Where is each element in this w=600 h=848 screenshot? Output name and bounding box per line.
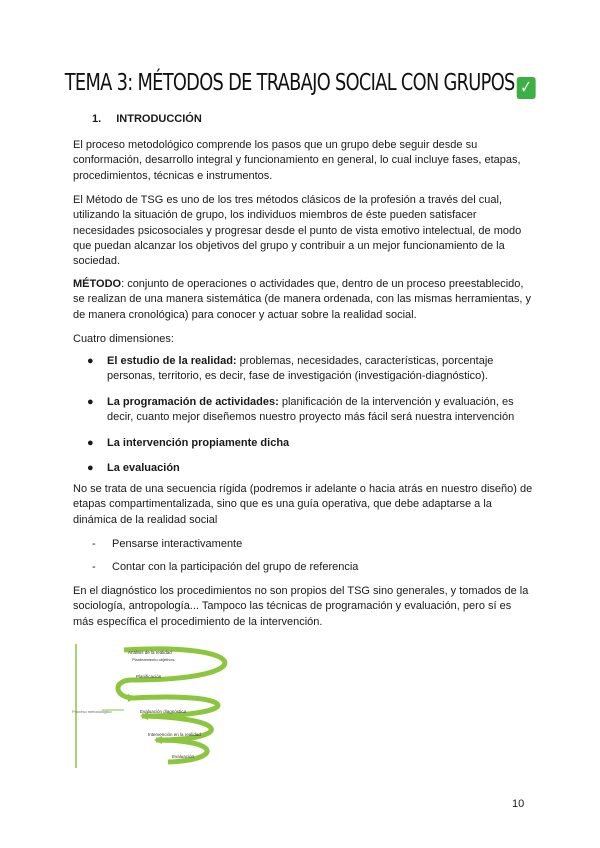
bullet-icon: ●: [87, 462, 94, 474]
dash-marker: -: [92, 538, 96, 550]
method-definition: : conjunto de operaciones o actividades que, dentro de un proceso preestablecido, se realizan de una manera sistemática (de manera ordenada, con las mismas herramientas, y de manera cronológica) para conocer y actuar sobre la realidad social.: [73, 278, 531, 321]
bullet-icon: ●: [87, 437, 94, 449]
dash-text: Contar con la participación del grupo de referencia: [112, 561, 359, 573]
section-title: INTRODUCCIÓN: [116, 113, 202, 125]
paragraph-intro: El proceso metodológico comprende los pasos que un grupo debe seguir desde su conformación, desarrollo integral y funcionamiento en general, lo cual incluye fases, etapas, procedimientos, técnicas e instrumentos.: [73, 139, 521, 182]
dash-marker: -: [92, 561, 96, 573]
paragraph-dimensions-intro: Cuatro dimensiones:: [73, 333, 174, 345]
dimension-title: La evaluación: [107, 462, 180, 474]
diagram-step: Evaluación: [172, 754, 195, 759]
page-number: 10: [512, 798, 525, 810]
arrowhead-icon: [154, 736, 162, 744]
section-heading: [92, 113, 202, 125]
dash-text: Pensarse interactivamente: [112, 538, 243, 550]
diagram-step: Análisis de la realidad: [128, 650, 172, 655]
list-item: [87, 354, 533, 392]
diagram-step: Planificación: [136, 674, 162, 679]
bullet-icon: ●: [87, 355, 94, 367]
paragraph-sequence: No se trata de una secuencia rígida (podremos ir adelante o hacia atrás en nuestro diseño) de etapas compartimentalizada, sino que es una guía operativa, que debe adaptarse a la dinámica de la realidad social: [73, 483, 533, 526]
dimension-title: La programación de actividades:: [107, 396, 279, 408]
paragraph-diagnosis: En el diagnóstico los procedimientos no son propios del TSG sino generales, y tomados de la sociología, antropología... Tampoco las técnicas de programación y evaluación, pero sí es más específica el procedimiento de la intervención.: [73, 585, 529, 628]
dimension-title: La intervención propiamente dicha: [107, 437, 290, 449]
dimension-text: problemas, necesidades, características, porcentaje personas, territorio, es decir, fase de investigación (investigación-diagnóstico).: [107, 355, 494, 383]
list-item: [87, 436, 533, 458]
bullet-icon: ●: [87, 396, 94, 408]
dimensions-list: [87, 354, 533, 476]
page-title: [42, 70, 558, 99]
paragraph-method-definition: [73, 277, 533, 323]
title-text: TEMA 3: MÉTODOS DE TRABAJO SOCIAL CON GRUPOS: [64, 70, 515, 96]
check-mark-button-icon: ✓: [516, 77, 535, 99]
list-item: [87, 395, 533, 434]
dimension-title: El estudio de la realidad:: [107, 355, 237, 367]
side-label: Proceso metodológico: [72, 709, 112, 714]
arrowhead-icon: [128, 694, 136, 702]
diagram-step: Planteamiento objetivos: [132, 657, 175, 662]
list-item: [87, 461, 533, 476]
process-cycle-graphic: [72, 640, 248, 772]
method-term: MÉTODO: [73, 278, 122, 290]
dimension-text: planificación de la intervención y evaluación, es decir, cuanto mejor diseñemos nuestro proyecto más fácil será nuestra intervención: [107, 396, 515, 424]
diagram-step: Evaluación diagnóstica: [140, 709, 187, 714]
method-process-diagram: [72, 640, 248, 772]
paragraph-method-tsg: El Método de TSG es uno de los tres métodos clásicos de la profesión a través del cual, utilizando la situación de grupo, los individuos miembros de éste pueden satisfacer necesidades psicosociales y progresar desde el punto de vista emotivo intelectual, de modo que puedan alcanzar los objetivos del grupo y contribuir a un mejor funcionamiento de la sociedad.: [73, 194, 522, 268]
section-number: 1.: [92, 113, 102, 125]
diagram-step: Intervención en la realidad: [148, 732, 201, 737]
